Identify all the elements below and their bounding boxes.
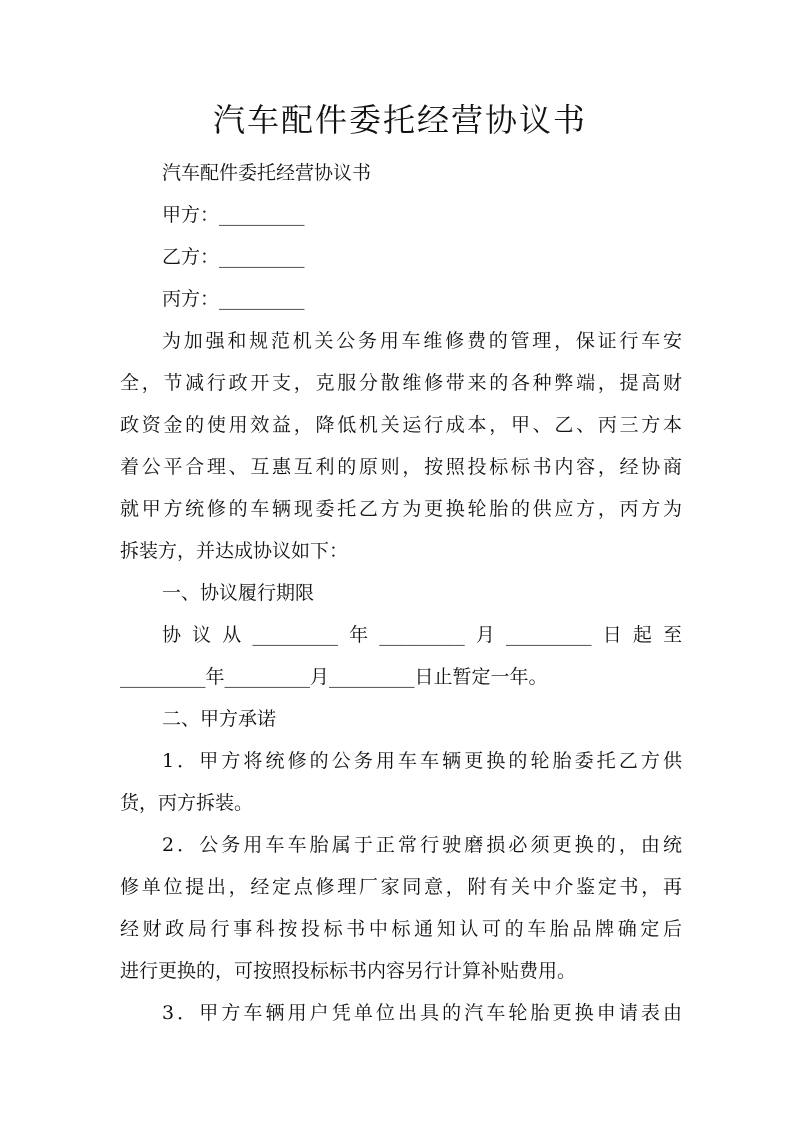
- section1-paragraph: [120, 614, 682, 698]
- item1-line: 货，丙方拆装。: [120, 792, 254, 814]
- intro-paragraph: [120, 320, 682, 572]
- intro-line: 拆装方，并达成协议如下：: [120, 540, 349, 562]
- term-line: _________年_________月_________日止暂定一年。: [120, 666, 548, 688]
- document-subtitle: 汽车配件委托经营协议书: [162, 162, 372, 184]
- intro-line: 政资金的使用效益，降低机关运行成本，甲、乙、丙三方本: [120, 414, 682, 436]
- intro-line: 着公平合理、互惠互利的原则，按照投标标书内容，经协商: [120, 456, 682, 478]
- item2-line: 2．公务用车车胎属于正常行驶磨损必须更换的，由统: [162, 834, 682, 856]
- document-body: [120, 152, 682, 1034]
- party-c-line: 丙方：_________: [162, 288, 305, 310]
- intro-line: 全，节减行政开支，克服分散维修带来的各种弊端，提高财: [120, 372, 682, 394]
- party-b-line: 乙方：_________: [162, 246, 305, 268]
- item2-line: 修单位提出，经定点修理厂家同意，附有关中介鉴定书，再: [120, 876, 682, 898]
- intro-line: 就甲方统修的车辆现委托乙方为更换轮胎的供应方，丙方为: [120, 498, 682, 520]
- item3-paragraph: [120, 992, 682, 1034]
- item1-line: 1．甲方将统修的公务用车车辆更换的轮胎委托乙方供: [162, 750, 682, 772]
- intro-line: 为加强和规范机关公务用车维修费的管理，保证行车安: [162, 330, 682, 352]
- section1-heading: 一、协议履行期限: [162, 582, 315, 604]
- item2-line: 经财政局行事科按投标书中标通知认可的车胎品牌确定后: [120, 918, 682, 940]
- document-title: 汽车配件委托经营协议书: [212, 101, 587, 139]
- item2-paragraph: [120, 824, 682, 992]
- section2-heading: 二、甲方承诺: [162, 708, 277, 730]
- item3-line: 3．甲方车辆用户凭单位出具的汽车轮胎更换申请表由: [162, 1002, 682, 1024]
- item1-paragraph: [120, 740, 682, 824]
- party-a-line: 甲方：_________: [162, 204, 305, 226]
- term-line: 协议从_________年_________月_________日起至: [162, 624, 682, 646]
- item2-line: 进行更换的，可按照投标标书内容另行计算补贴费用。: [120, 960, 577, 982]
